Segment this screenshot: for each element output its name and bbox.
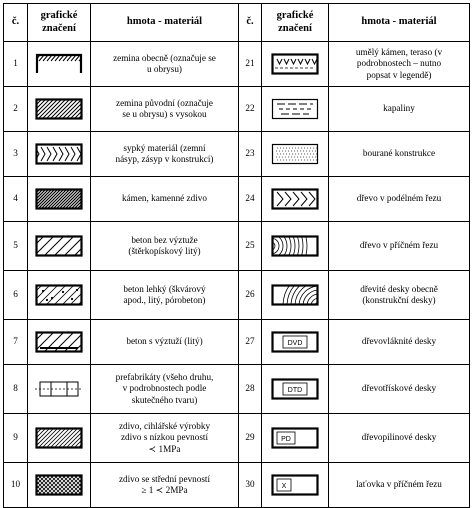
material-description <box>91 177 239 222</box>
description-line: bourané konstrukce <box>362 148 436 159</box>
symbol-abbreviation: X <box>281 483 287 490</box>
material-description <box>329 42 470 87</box>
table-row <box>4 271 470 320</box>
table-row <box>4 414 470 463</box>
sawdust-board-icon <box>271 427 319 449</box>
brick-medium-strength-icon <box>35 474 83 496</box>
table-row <box>4 320 470 365</box>
stone-masonry-icon <box>35 188 83 210</box>
row-number: 26 <box>239 271 262 320</box>
row-number: 28 <box>239 365 262 414</box>
description-line: beton bez výztuže <box>131 234 198 245</box>
material-symbol <box>28 222 91 271</box>
liquids-icon <box>271 98 319 120</box>
table-header-row <box>4 4 470 42</box>
description-line: dřevo v příčném řezu <box>359 240 439 251</box>
material-description <box>91 414 239 463</box>
description-line: (konstrukční desky) <box>362 295 436 305</box>
material-symbol <box>28 177 91 222</box>
description-line: dřevotřískové desky <box>361 383 437 394</box>
row-number: 2 <box>4 87 28 132</box>
table-row <box>4 132 470 177</box>
material-symbol <box>28 87 91 132</box>
description-line: zdivo se střední pevností <box>118 473 211 484</box>
plain-concrete-icon <box>35 235 83 257</box>
description-line: v podrobnostech podle <box>122 383 207 394</box>
material-description <box>91 87 239 132</box>
description-line: zdivo, cihlářské výrobky <box>118 421 211 432</box>
material-description <box>91 42 239 87</box>
chipboard-icon <box>271 378 319 400</box>
material-symbol <box>262 42 329 87</box>
material-description <box>329 365 470 414</box>
material-description <box>91 271 239 320</box>
material-description <box>329 132 470 177</box>
table-row <box>4 222 470 271</box>
description-line: dřevopilinové desky <box>361 432 437 443</box>
material-description <box>329 320 470 365</box>
header-symbol-left <box>28 4 91 42</box>
description-line: dřevo v podélném řezu <box>356 193 442 204</box>
row-number: 23 <box>239 132 262 177</box>
table-row <box>4 42 470 87</box>
wood-cross-section-icon <box>271 235 319 257</box>
demolished-structure-icon <box>271 143 319 165</box>
description-line: kapaliny <box>383 103 415 114</box>
description-line: zemina obecně (označuje se <box>113 52 216 63</box>
description-line: sypký materiál (zemní <box>123 142 206 153</box>
material-symbol <box>262 177 329 222</box>
hatch-outline-earth-icon <box>35 53 83 75</box>
description-line: umělý kámen, teraso (v <box>355 47 443 58</box>
row-number: 1 <box>4 42 28 87</box>
artificial-stone-icon <box>271 53 319 75</box>
wood-longitudinal-icon <box>271 188 319 210</box>
material-description <box>329 87 470 132</box>
material-symbol <box>262 222 329 271</box>
header-symbol-left-line2: značení <box>42 22 76 34</box>
bulk-material-icon <box>35 143 83 165</box>
description-line: ≺ 1MPa <box>148 443 181 454</box>
row-number: 27 <box>239 320 262 365</box>
prefabricated-icon <box>35 378 83 400</box>
description-line: beton s výztuží (litý) <box>126 336 203 347</box>
table-row <box>4 463 470 508</box>
material-symbol <box>28 42 91 87</box>
material-symbol <box>262 271 329 320</box>
description-line: (štěrkopískový litý) <box>128 246 201 256</box>
material-description <box>329 463 470 508</box>
symbol-abbreviation: DTD <box>287 387 303 394</box>
header-material-left: hmota - materiál <box>91 4 239 42</box>
description-line: skutečného tvaru) <box>131 394 198 405</box>
symbol-abbreviation: DVD <box>287 340 303 347</box>
table-row <box>4 365 470 414</box>
material-symbol <box>262 320 329 365</box>
row-number: 6 <box>4 271 28 320</box>
description-line: prefabrikáty (všeho druhu, <box>115 372 214 383</box>
material-legend-table <box>3 3 470 508</box>
material-description <box>91 132 239 177</box>
material-symbol <box>262 463 329 508</box>
row-number: 29 <box>239 414 262 463</box>
hatch-outline-native-earth-icon <box>35 98 83 120</box>
description-line: popsat v legendě) <box>366 69 432 80</box>
row-number: 4 <box>4 177 28 222</box>
description-line: podrobnostech – nutno <box>356 58 442 69</box>
description-line: apod., litý, pórobeton) <box>123 295 206 305</box>
description-line: zemina původní (označuje <box>116 97 213 108</box>
table-row <box>4 87 470 132</box>
material-symbol <box>28 414 91 463</box>
header-number-left: č. <box>4 4 28 42</box>
row-number: 5 <box>4 222 28 271</box>
row-number: 9 <box>4 414 28 463</box>
wood-boards-icon <box>271 284 319 306</box>
fiberboard-icon <box>271 331 319 353</box>
material-symbol <box>28 132 91 177</box>
description-line: kámen, kamenné zdivo <box>122 193 207 204</box>
material-description <box>329 177 470 222</box>
material-description <box>91 222 239 271</box>
row-number: 22 <box>239 87 262 132</box>
material-symbol <box>28 320 91 365</box>
material-description <box>329 222 470 271</box>
material-description <box>329 414 470 463</box>
material-symbol <box>262 365 329 414</box>
symbol-abbreviation: PD <box>281 436 291 443</box>
material-symbol <box>28 271 91 320</box>
material-description <box>91 463 239 508</box>
row-number: 8 <box>4 365 28 414</box>
row-number: 7 <box>4 320 28 365</box>
lightweight-concrete-icon <box>35 284 83 306</box>
row-number: 21 <box>239 42 262 87</box>
header-symbol-right-line1: grafické <box>276 9 314 21</box>
material-description <box>91 365 239 414</box>
row-number: 10 <box>4 463 28 508</box>
table-row <box>4 177 470 222</box>
description-line: u obrysu) <box>147 64 182 74</box>
description-line: dřevovláknité desky <box>361 336 437 347</box>
header-number-right: č. <box>239 4 262 42</box>
row-number: 30 <box>239 463 262 508</box>
material-symbol <box>28 463 91 508</box>
material-description <box>329 271 470 320</box>
row-number: 24 <box>239 177 262 222</box>
brick-low-strength-icon <box>35 427 83 449</box>
material-description <box>91 320 239 365</box>
reinforced-concrete-icon <box>35 331 83 353</box>
description-line: beton lehký (škvárový <box>123 283 206 294</box>
batten-cross-section-icon <box>271 474 319 496</box>
description-line: laťovka v příčném řezu <box>356 479 442 490</box>
header-symbol-right-line2: značení <box>278 22 312 34</box>
description-line: se u obrysu) s vysokou <box>122 109 207 119</box>
material-symbol <box>28 365 91 414</box>
description-line: násyp, zásyp v konstrukci) <box>115 154 214 164</box>
material-symbol <box>262 87 329 132</box>
row-number: 3 <box>4 132 28 177</box>
material-symbol <box>262 414 329 463</box>
description-line: zdivo s nízkou pevností <box>120 432 209 443</box>
header-symbol-left-line1: grafické <box>40 9 78 21</box>
material-symbol <box>262 132 329 177</box>
header-material-right: hmota - materiál <box>329 4 470 42</box>
row-number: 25 <box>239 222 262 271</box>
description-line: dřevité desky obecně <box>360 283 438 294</box>
description-line: ≥ 1 ≺ 2MPa <box>141 485 188 495</box>
header-symbol-right <box>262 4 329 42</box>
